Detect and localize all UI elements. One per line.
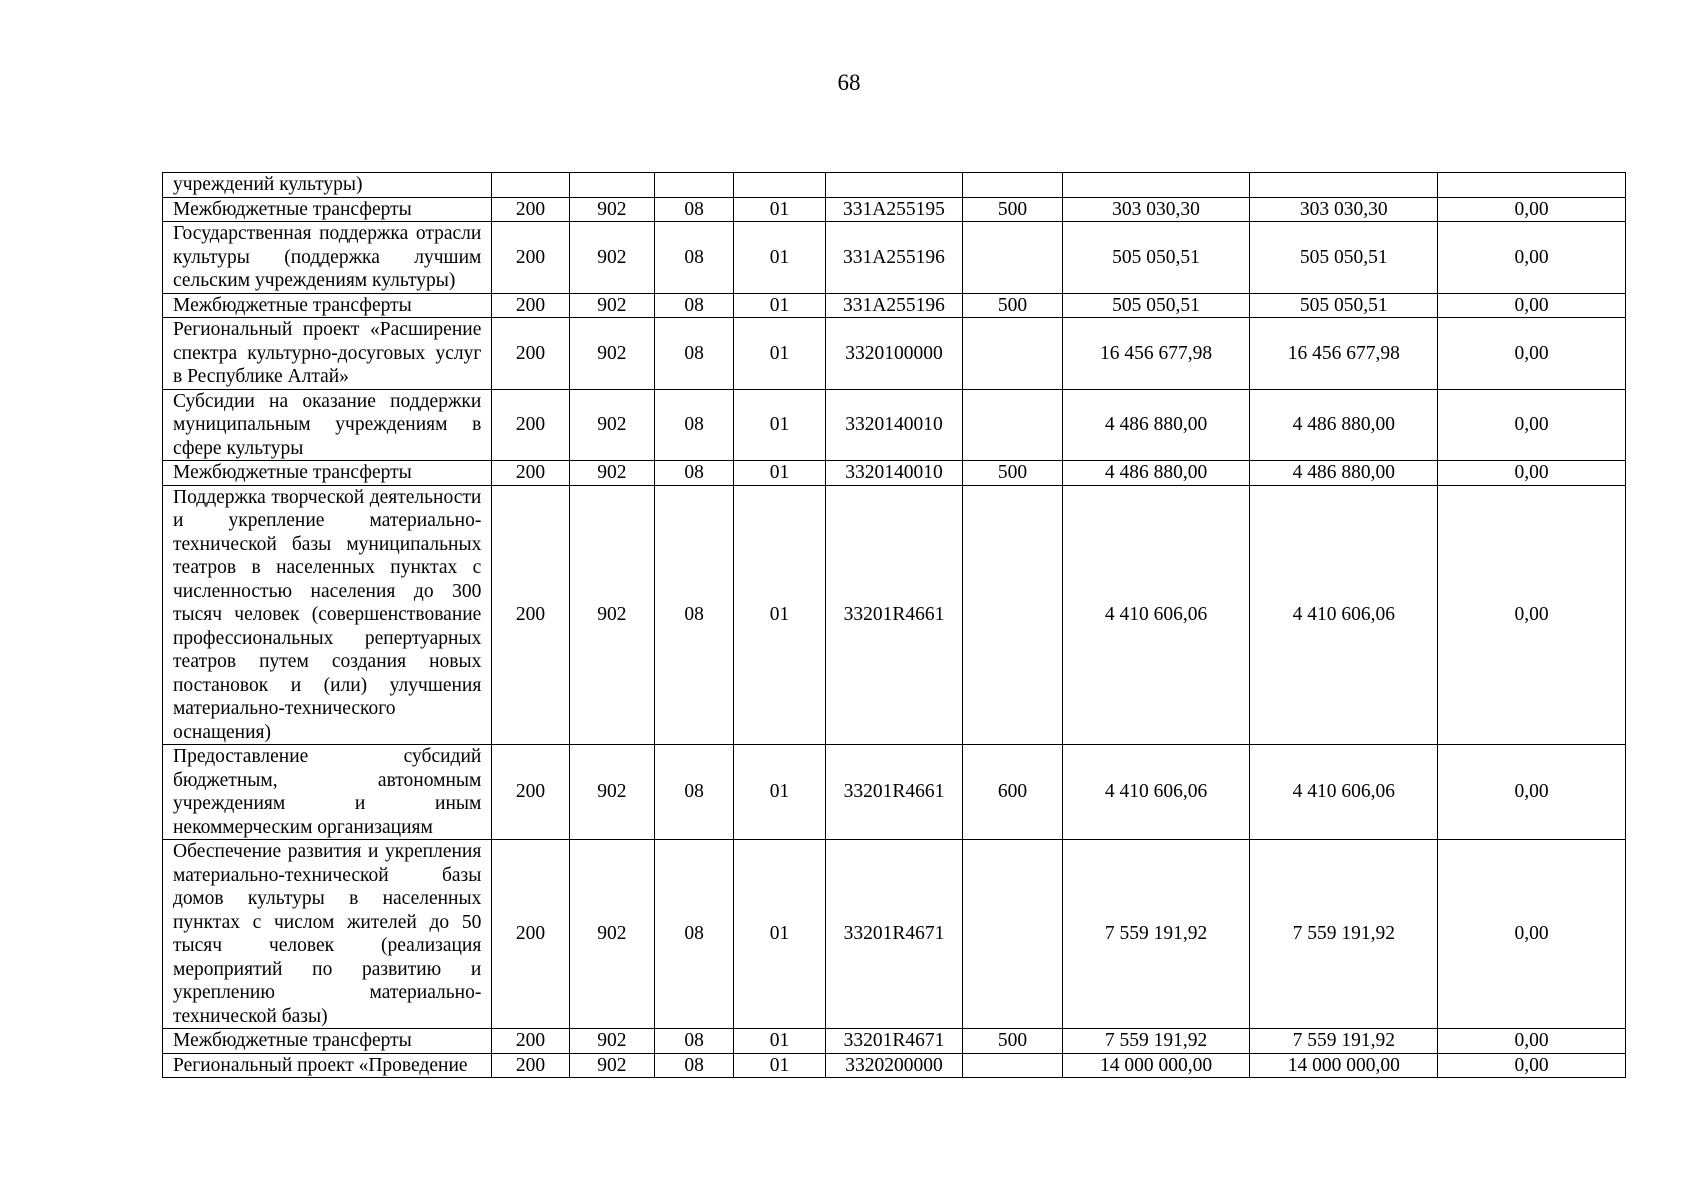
code-target-article-cell: 33201R4671 bbox=[825, 1029, 963, 1054]
amount-cell: 16 456 677,98 bbox=[1250, 318, 1438, 390]
amount-cell: 4 486 880,00 bbox=[1250, 389, 1438, 461]
code-section-cell: 08 bbox=[655, 745, 734, 840]
amount-cell: 4 410 606,06 bbox=[1250, 485, 1438, 745]
table-row bbox=[163, 840, 1626, 1029]
code-subsection-cell: 01 bbox=[734, 222, 825, 294]
code-ministry-cell: 902 bbox=[569, 1053, 654, 1078]
code-admin-cell: 200 bbox=[492, 461, 569, 486]
table-row bbox=[163, 1053, 1626, 1078]
item-name-cell: Предоставление субсидий бюджетным, автономным учреждениям и иным некоммерческим организациям bbox=[163, 745, 492, 840]
amount-cell: 0,00 bbox=[1438, 389, 1626, 461]
code-section-cell: 08 bbox=[655, 197, 734, 222]
item-name-cell: Межбюджетные трансферты bbox=[163, 293, 492, 318]
amount-cell: 303 030,30 bbox=[1250, 197, 1438, 222]
amount-cell: 4 410 606,06 bbox=[1062, 485, 1250, 745]
table-row bbox=[163, 318, 1626, 390]
code-ministry-cell: 902 bbox=[569, 318, 654, 390]
amount-cell: 7 559 191,92 bbox=[1062, 1029, 1250, 1054]
code-expense-type-cell bbox=[963, 222, 1062, 294]
code-expense-type-cell: 500 bbox=[963, 461, 1062, 486]
code-expense-type-cell: 500 bbox=[963, 1029, 1062, 1054]
code-subsection-cell: 01 bbox=[734, 318, 825, 390]
code-expense-type-cell: 500 bbox=[963, 293, 1062, 318]
code-section-cell: 08 bbox=[655, 318, 734, 390]
code-subsection-cell: 01 bbox=[734, 461, 825, 486]
code-admin-cell: 200 bbox=[492, 197, 569, 222]
code-target-article-cell: 3320140010 bbox=[825, 461, 963, 486]
code-expense-type-cell bbox=[963, 485, 1062, 745]
table-row bbox=[163, 173, 1626, 198]
amount-cell: 0,00 bbox=[1438, 745, 1626, 840]
code-target-article-cell: 33201R4661 bbox=[825, 745, 963, 840]
code-expense-type-cell: 600 bbox=[963, 745, 1062, 840]
amount-cell: 4 410 606,06 bbox=[1250, 745, 1438, 840]
code-ministry-cell: 902 bbox=[569, 222, 654, 294]
table-row bbox=[163, 389, 1626, 461]
code-target-article-cell: 331A255196 bbox=[825, 293, 963, 318]
code-section-cell: 08 bbox=[655, 1053, 734, 1078]
amount-cell: 14 000 000,00 bbox=[1062, 1053, 1250, 1078]
amount-cell: 0,00 bbox=[1438, 222, 1626, 294]
amount-cell: 505 050,51 bbox=[1062, 293, 1250, 318]
amount-cell: 303 030,30 bbox=[1062, 197, 1250, 222]
code-subsection-cell: 01 bbox=[734, 745, 825, 840]
amount-cell: 7 559 191,92 bbox=[1062, 840, 1250, 1029]
code-section-cell: 08 bbox=[655, 485, 734, 745]
amount-cell bbox=[1250, 173, 1438, 198]
code-target-article-cell: 331A255196 bbox=[825, 222, 963, 294]
code-subsection-cell: 01 bbox=[734, 389, 825, 461]
code-ministry-cell: 902 bbox=[569, 293, 654, 318]
amount-cell: 16 456 677,98 bbox=[1062, 318, 1250, 390]
code-admin-cell: 200 bbox=[492, 485, 569, 745]
code-subsection-cell: 01 bbox=[734, 840, 825, 1029]
code-ministry-cell: 902 bbox=[569, 389, 654, 461]
code-target-article-cell: 3320100000 bbox=[825, 318, 963, 390]
table-row bbox=[163, 293, 1626, 318]
item-name-cell: Поддержка творческой деятельности и укрепление материально-технической базы муниципальных театров в населенных пунктах с численностью населения до 300 тысяч человек (совершенствование профессиональных репертуарных театров путем создания новых постановок и (или) улучшения материально-технического оснащения) bbox=[163, 485, 492, 745]
table-row bbox=[163, 197, 1626, 222]
code-subsection-cell: 01 bbox=[734, 485, 825, 745]
code-expense-type-cell bbox=[963, 840, 1062, 1029]
item-name-cell: Региональный проект «Расширение спектра культурно-досуговых услуг в Республике Алтай» bbox=[163, 318, 492, 390]
table-row bbox=[163, 1029, 1626, 1054]
code-section-cell bbox=[655, 173, 734, 198]
code-admin-cell: 200 bbox=[492, 318, 569, 390]
code-expense-type-cell bbox=[963, 389, 1062, 461]
item-name-cell: Межбюджетные трансферты bbox=[163, 1029, 492, 1054]
code-admin-cell: 200 bbox=[492, 745, 569, 840]
amount-cell: 4 486 880,00 bbox=[1062, 389, 1250, 461]
code-target-article-cell: 3320200000 bbox=[825, 1053, 963, 1078]
amount-cell: 0,00 bbox=[1438, 197, 1626, 222]
amount-cell: 4 410 606,06 bbox=[1062, 745, 1250, 840]
code-ministry-cell: 902 bbox=[569, 745, 654, 840]
code-section-cell: 08 bbox=[655, 389, 734, 461]
code-admin-cell: 200 bbox=[492, 1029, 569, 1054]
code-ministry-cell: 902 bbox=[569, 840, 654, 1029]
table-row bbox=[163, 461, 1626, 486]
item-name-cell: Государственная поддержка отрасли культуры (поддержка лучшим сельским учреждениям культуры) bbox=[163, 222, 492, 294]
code-section-cell: 08 bbox=[655, 461, 734, 486]
code-admin-cell: 200 bbox=[492, 389, 569, 461]
amount-cell bbox=[1438, 173, 1626, 198]
code-admin-cell: 200 bbox=[492, 222, 569, 294]
page-number: 68 bbox=[837, 70, 861, 95]
code-admin-cell: 200 bbox=[492, 1053, 569, 1078]
table-row bbox=[163, 745, 1626, 840]
code-ministry-cell: 902 bbox=[569, 485, 654, 745]
amount-cell bbox=[1062, 173, 1250, 198]
amount-cell: 0,00 bbox=[1438, 485, 1626, 745]
amount-cell: 4 486 880,00 bbox=[1062, 461, 1250, 486]
code-expense-type-cell: 500 bbox=[963, 197, 1062, 222]
code-ministry-cell: 902 bbox=[569, 461, 654, 486]
code-subsection-cell: 01 bbox=[734, 293, 825, 318]
amount-cell: 0,00 bbox=[1438, 840, 1626, 1029]
code-section-cell: 08 bbox=[655, 293, 734, 318]
amount-cell: 0,00 bbox=[1438, 1053, 1626, 1078]
code-ministry-cell: 902 bbox=[569, 1029, 654, 1054]
budget-table bbox=[162, 172, 1626, 1078]
amount-cell: 0,00 bbox=[1438, 1029, 1626, 1054]
code-subsection-cell: 01 bbox=[734, 1053, 825, 1078]
code-expense-type-cell bbox=[963, 1053, 1062, 1078]
code-target-article-cell: 331A255195 bbox=[825, 197, 963, 222]
code-admin-cell: 200 bbox=[492, 840, 569, 1029]
item-name-cell: Межбюджетные трансферты bbox=[163, 461, 492, 486]
amount-cell: 7 559 191,92 bbox=[1250, 1029, 1438, 1054]
table-row bbox=[163, 485, 1626, 745]
code-subsection-cell bbox=[734, 173, 825, 198]
amount-cell: 505 050,51 bbox=[1062, 222, 1250, 294]
code-target-article-cell bbox=[825, 173, 963, 198]
code-ministry-cell: 902 bbox=[569, 197, 654, 222]
item-name-cell: Региональный проект «Проведение bbox=[163, 1053, 492, 1078]
amount-cell: 14 000 000,00 bbox=[1250, 1053, 1438, 1078]
code-target-article-cell: 33201R4671 bbox=[825, 840, 963, 1029]
code-subsection-cell: 01 bbox=[734, 1029, 825, 1054]
amount-cell: 0,00 bbox=[1438, 318, 1626, 390]
amount-cell: 4 486 880,00 bbox=[1250, 461, 1438, 486]
item-name-cell: Субсидии на оказание поддержки муниципальным учреждениям в сфере культуры bbox=[163, 389, 492, 461]
code-target-article-cell: 33201R4661 bbox=[825, 485, 963, 745]
code-admin-cell: 200 bbox=[492, 293, 569, 318]
code-section-cell: 08 bbox=[655, 222, 734, 294]
code-ministry-cell bbox=[569, 173, 654, 198]
code-expense-type-cell bbox=[963, 318, 1062, 390]
amount-cell: 7 559 191,92 bbox=[1250, 840, 1438, 1029]
amount-cell: 505 050,51 bbox=[1250, 222, 1438, 294]
item-name-cell: Межбюджетные трансферты bbox=[163, 197, 492, 222]
item-name-cell: учреждений культуры) bbox=[163, 173, 492, 198]
code-subsection-cell: 01 bbox=[734, 197, 825, 222]
amount-cell: 0,00 bbox=[1438, 293, 1626, 318]
code-section-cell: 08 bbox=[655, 840, 734, 1029]
code-expense-type-cell bbox=[963, 173, 1062, 198]
amount-cell: 505 050,51 bbox=[1250, 293, 1438, 318]
table-row bbox=[163, 222, 1626, 294]
code-target-article-cell: 3320140010 bbox=[825, 389, 963, 461]
code-admin-cell bbox=[492, 173, 569, 198]
item-name-cell: Обеспечение развития и укрепления материально-технической базы домов культуры в населенных пунктах с числом жителей до 50 тысяч человек (реализация мероприятий по развитию и укреплению материально-технической базы) bbox=[163, 840, 492, 1029]
code-section-cell: 08 bbox=[655, 1029, 734, 1054]
amount-cell: 0,00 bbox=[1438, 461, 1626, 486]
